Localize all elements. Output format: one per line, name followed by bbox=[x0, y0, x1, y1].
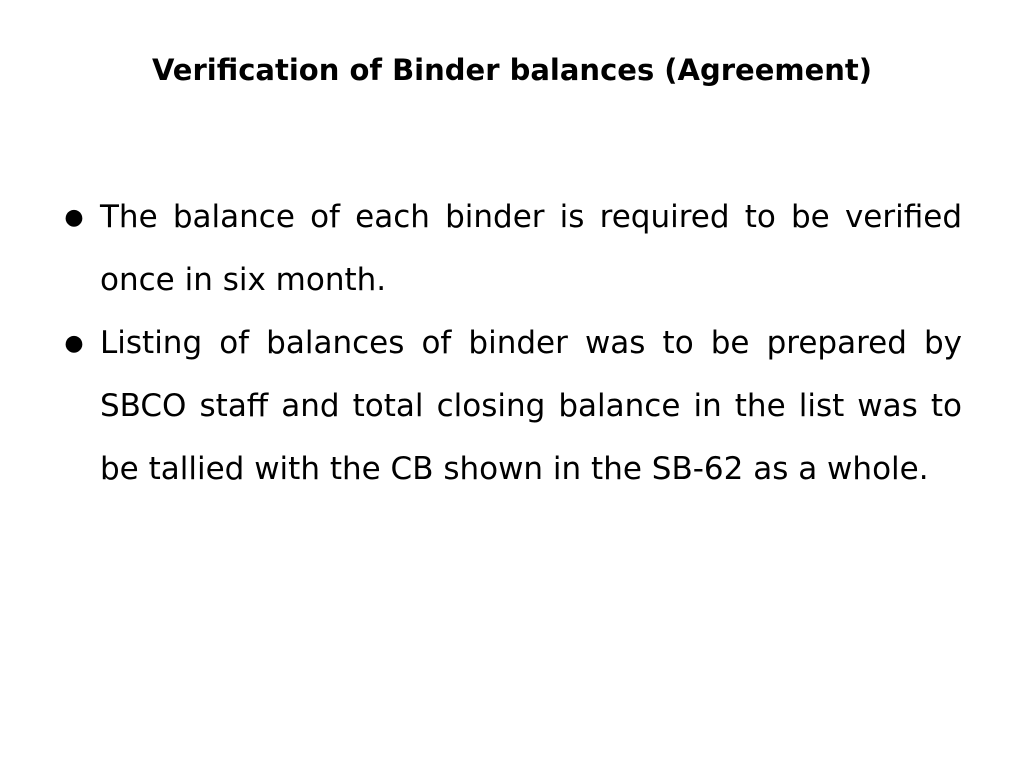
slide-title: Verification of Binder balances (Agreement) bbox=[151, 53, 873, 87]
bullet-list bbox=[62, 186, 962, 501]
bullet-text-1: The balance of each binder is required to be verified once in six month. bbox=[100, 199, 962, 298]
bullet-text-2: Listing of balances of binder was to be prepared by SBCO staff and total closing balance in the list was to be tallied with the CB shown in the SB-62 as a whole. bbox=[100, 325, 962, 487]
bullet-item-1 bbox=[62, 186, 962, 312]
bullet-item-2 bbox=[62, 312, 962, 501]
bullet-icon: ● bbox=[64, 205, 84, 230]
bullet-icon: ● bbox=[64, 331, 84, 356]
